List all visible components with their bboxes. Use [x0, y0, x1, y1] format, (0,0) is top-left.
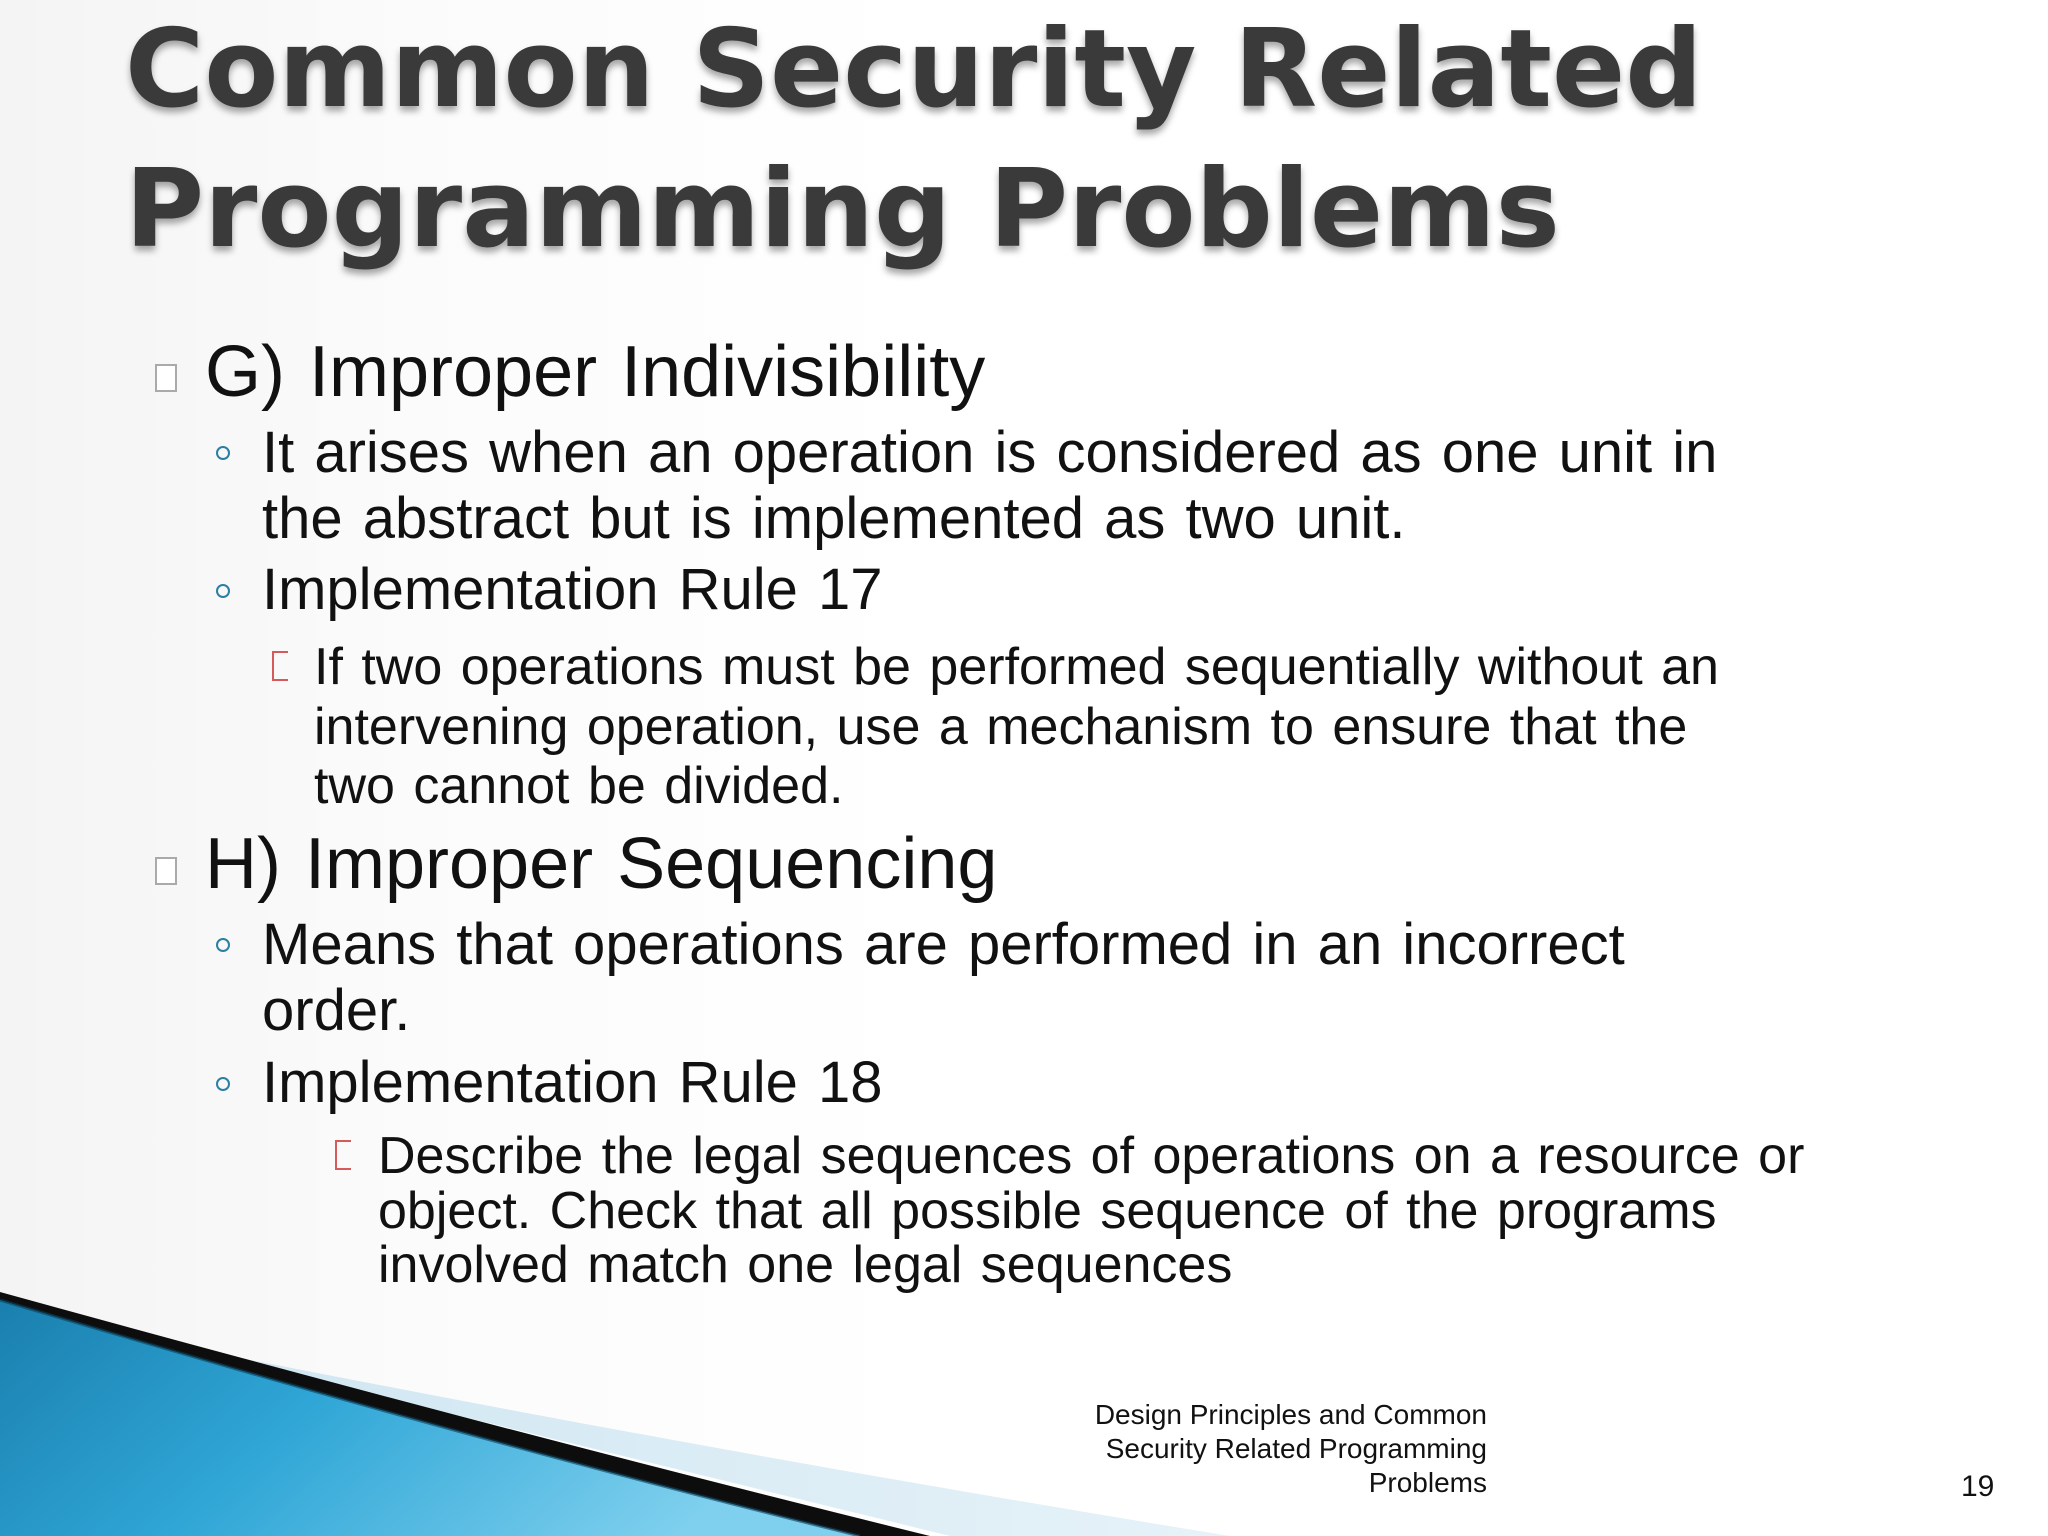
- title-line-2: Programming Problems: [125, 147, 1560, 272]
- description-line: order.: [262, 978, 411, 1043]
- rule-text-line: involved match one legal sequences: [378, 1236, 1233, 1294]
- description-line: It arises when an operation is considered as one unit in: [262, 420, 1718, 485]
- rule-text-line: intervening operation, use a mechanism to ensure that the: [314, 698, 1688, 756]
- section-heading: H) Improper Sequencing: [205, 824, 998, 904]
- description-line: Means that operations are performed in an incorrect: [262, 912, 1625, 977]
- rule-text-line: two cannot be divided.: [314, 757, 844, 815]
- title-line-1: Common Security Related: [125, 7, 1703, 132]
- rule-label: Implementation Rule 17: [262, 557, 883, 622]
- page-number: 19: [1961, 1470, 1995, 1503]
- rule-label: Implementation Rule 18: [262, 1050, 883, 1115]
- footer-line: Security Related Programming: [1105, 1433, 1487, 1464]
- footer-line: Problems: [1368, 1467, 1487, 1498]
- rule-text-line: Describe the legal sequences of operations on a resource or: [378, 1127, 1805, 1185]
- slide-footer: [987, 1398, 1487, 1500]
- section-heading: G) Improper Indivisibility: [205, 332, 986, 412]
- description-line: the abstract but is implemented as two unit.: [262, 486, 1406, 551]
- rule-text-line: object. Check that all possible sequence of the programs: [378, 1182, 1717, 1240]
- footer-line: Design Principles and Common: [1094, 1399, 1487, 1430]
- rule-text-line: If two operations must be performed sequentially without an: [314, 638, 1719, 696]
